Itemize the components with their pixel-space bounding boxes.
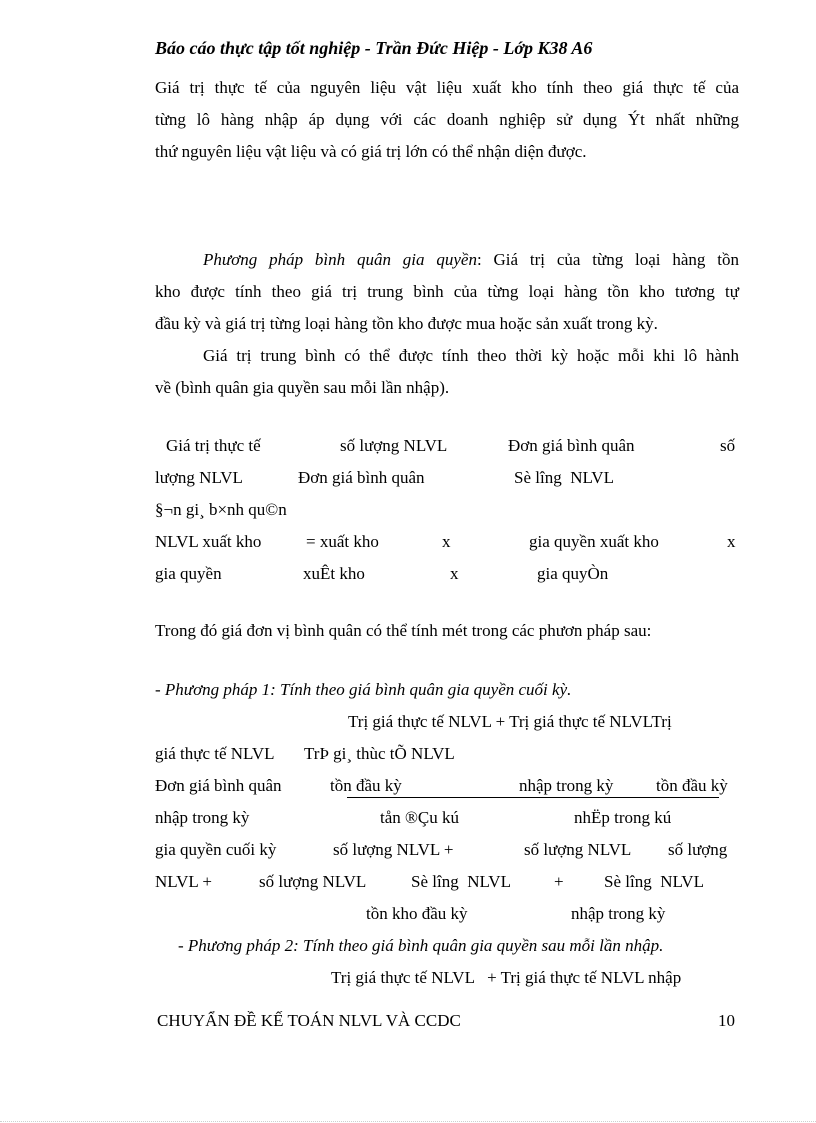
- formula-text: NLVL +: [155, 872, 212, 891]
- formula-text: Đơn giá bình quân: [298, 468, 425, 487]
- formula-text: = xuất kho: [306, 532, 379, 551]
- text-line: đầu kỳ và giá trị từng loại hàng tồn kho được mua hoặc sản xuất trong kỳ.: [155, 314, 658, 333]
- page-number: 10: [718, 1011, 735, 1030]
- page-edge-divider: [0, 1121, 816, 1122]
- formula-text: lượng NLVL: [155, 468, 243, 487]
- formula-text: Giá trị thực tế: [166, 436, 261, 455]
- method-name: Phương pháp bình quân gia quyền: [203, 250, 477, 269]
- formula-text: số lượng NLVL +: [333, 840, 454, 859]
- formula-text: gia quyền xuất kho: [529, 532, 659, 551]
- formula-text: Trị giá thực tế NLVL + Trị giá thực tế NLVLTrị: [348, 712, 672, 731]
- formula-text: NLVL xuất kho: [155, 532, 262, 551]
- formula-text: số lượng NLVL: [524, 840, 632, 859]
- formula-text: số lượng NLVL: [259, 872, 367, 891]
- formula-text: Sè lîng NLVL: [604, 872, 704, 891]
- formula-text: tồn đầu kỳ: [656, 776, 728, 795]
- text-line: về (bình quân gia quyền sau mỗi lần nhập).: [155, 378, 450, 397]
- formula-text: Đơn giá bình quân: [155, 776, 282, 795]
- formula-text: x: [442, 532, 451, 551]
- method-1-title: - Phương pháp 1: Tính theo giá bình quân gia quyền cuối kỳ.: [155, 680, 572, 699]
- average-timing-paragraph: [155, 340, 739, 404]
- weighted-average-paragraph: [155, 244, 739, 340]
- formula-text: nhËp trong kú: [574, 808, 672, 827]
- text-line: [155, 244, 739, 276]
- formula-text: tồn đầu kỳ: [330, 776, 402, 795]
- formula-text: nhập trong kỳ: [155, 808, 250, 827]
- footer-title: CHUYẨN ĐỀ KẾ TOÁN NLVL VÀ CCDC: [157, 1011, 461, 1030]
- page-header: Báo cáo thực tập tốt nghiệp - Trần Đức Hiệp - Lớp K38 A6: [155, 38, 593, 58]
- method-2-title: - Phương pháp 2: Tính theo giá bình quân gia quyền sau mỗi lần nhập.: [178, 936, 664, 955]
- formula-text: +: [554, 872, 564, 891]
- formula-text: tån ®Çu kú: [380, 808, 460, 827]
- formula-text: TrÞ gi¸ thùc tÕ NLVL: [304, 744, 455, 763]
- formula-text: gia quyÒn: [537, 564, 609, 583]
- formula-text: xuÊt kho: [303, 564, 365, 583]
- formula-text: nhập trong kỳ: [519, 776, 614, 795]
- methods-intro: Trong đó giá đơn vị bình quân có thể tính mét trong các phươn pháp sau:: [155, 621, 652, 640]
- method-description: : Giá trị của từng loại hàng tồn: [476, 250, 739, 269]
- formula-text: gia quyền: [155, 564, 222, 583]
- text-line: kho được tính theo giá trị trung bình của từng loại hàng tồn kho tương tự: [155, 282, 739, 301]
- fraction-line: [347, 797, 719, 798]
- formula-text: nhập trong kỳ: [571, 904, 666, 923]
- formula-text: §¬n gi¸ b×nh qu©n: [155, 500, 287, 519]
- text-line: Giá trị trung bình có thể được tính theo thời kỳ hoặc mỗi khi lô hành: [203, 346, 739, 365]
- formula-text: x: [450, 564, 459, 583]
- formula-text: gia quyền cuối kỳ: [155, 840, 277, 859]
- text-line: thứ nguyên liệu vật liệu và có giá trị lớn có thể nhận diện được.: [155, 142, 587, 161]
- text-line: Giá trị thực tế của nguyên liệu vật liệu xuất kho tính theo giá thực tế của: [155, 78, 739, 97]
- text-line: từng lô hàng nhập áp dụng với các doanh nghiệp sử dụng Ýt nhất những: [155, 110, 739, 129]
- formula-text: số lượng: [668, 840, 728, 859]
- formula-text: x: [727, 532, 736, 551]
- formula-text: giá thực tế NLVL: [155, 744, 275, 763]
- formula-text: số: [720, 436, 736, 455]
- formula-text: Sè lîng NLVL: [411, 872, 511, 891]
- formula-text: số lượng NLVL: [340, 436, 448, 455]
- formula-text: Sè lîng NLVL: [514, 468, 614, 487]
- intro-paragraph: [155, 72, 739, 168]
- formula-text: tồn kho đầu kỳ: [366, 904, 468, 923]
- formula-text: Đơn giá bình quân: [508, 436, 635, 455]
- formula-text: Trị giá thực tế NLVL + Trị giá thực tế NLVL nhập: [331, 968, 682, 987]
